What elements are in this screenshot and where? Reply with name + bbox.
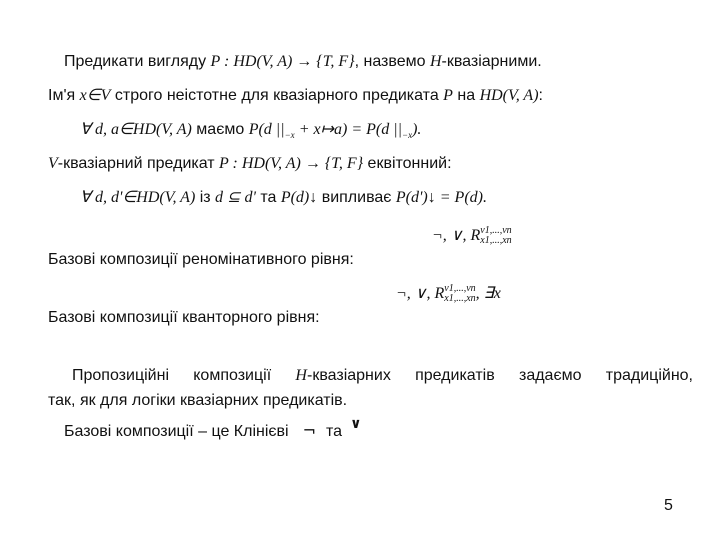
quantifier-compositions-formula [396, 284, 501, 304]
formula: ¬, ∨, R [396, 285, 445, 303]
line-predicate-definition [64, 52, 542, 72]
text: -квазіарних предикатів задаємо традиційно, [306, 367, 694, 384]
text: еквітонний: [363, 155, 452, 172]
formula: P(d || [248, 121, 285, 138]
text: та [326, 423, 343, 440]
text: : [538, 87, 543, 104]
disjunction-symbol: ∨ [350, 416, 362, 432]
formula: P(d)↓ [280, 189, 318, 206]
formula-subscript: x1,...,xn [444, 293, 476, 304]
text: строго неістотне для квазіарного предиката [110, 87, 444, 104]
line-equitone-formula [80, 188, 487, 208]
formula-superscript: v1,...,vn [444, 283, 476, 294]
formula-v: V [48, 155, 58, 172]
text: так, як для логіки квазіарних предикатів. [48, 392, 348, 409]
formula: ¬, ∨, R [432, 227, 481, 245]
negation-symbol: ¬ [302, 421, 317, 440]
renomination-compositions-formula [432, 226, 512, 246]
text: та [255, 189, 281, 206]
formula-p: P [443, 87, 453, 104]
line-quantifier-level [48, 308, 320, 328]
formula-quantifier: ∀ d, d'∈HD(V, A) [80, 189, 196, 206]
line-as-for-logic [48, 391, 347, 411]
text: , назвемо [354, 53, 430, 70]
text: -квазіарними. [441, 53, 542, 70]
text: на [452, 87, 480, 104]
formula-indices [480, 226, 511, 246]
text: із [195, 189, 216, 206]
formula: P : HD(V, A) → {T, F} [210, 53, 355, 70]
line-inessential-formula [80, 120, 421, 145]
text: Ім'я [48, 87, 80, 104]
text: Предикати вигляду [64, 53, 211, 70]
formula-h: H [429, 53, 442, 70]
text: -квазіарний предикат [57, 155, 220, 172]
formula-subscript: −x [284, 130, 295, 141]
text: маємо [191, 121, 249, 138]
formula-h: H [295, 367, 307, 384]
line-kleene-compositions [64, 416, 362, 442]
page-number: 5 [664, 497, 673, 514]
formula: ). [412, 121, 422, 138]
formula-subscript: x1,...,xn [480, 235, 512, 246]
formula: d ⊆ d' [215, 189, 256, 206]
formula: + x↦a) = P(d || [294, 121, 403, 138]
line-equitone-definition [48, 154, 452, 174]
formula-indices [444, 284, 475, 304]
formula-superscript: v1,...,vn [480, 225, 512, 236]
line-name-inessential [48, 86, 543, 106]
formula: HD(V, A) [479, 87, 539, 104]
text: випливає [317, 189, 396, 206]
text: Пропозиційні композиції [72, 367, 296, 384]
formula: P(d')↓ = P(d). [395, 189, 487, 206]
line-propositional-compositions [72, 366, 693, 386]
formula: P : HD(V, A) → {T, F} [219, 155, 364, 172]
formula: , ∃x [475, 285, 501, 303]
line-renomination-level [48, 250, 354, 270]
text: Базові композиції – це Клінієві [64, 423, 289, 440]
text: Базові композиції реномінативного рівня: [48, 251, 354, 268]
formula-subscript: −x [402, 130, 413, 141]
formula: x∈V [79, 87, 111, 104]
formula-quantifier: ∀ d, a∈HD(V, A) [80, 121, 192, 138]
text: Базові композиції кванторного рівня: [48, 309, 320, 326]
